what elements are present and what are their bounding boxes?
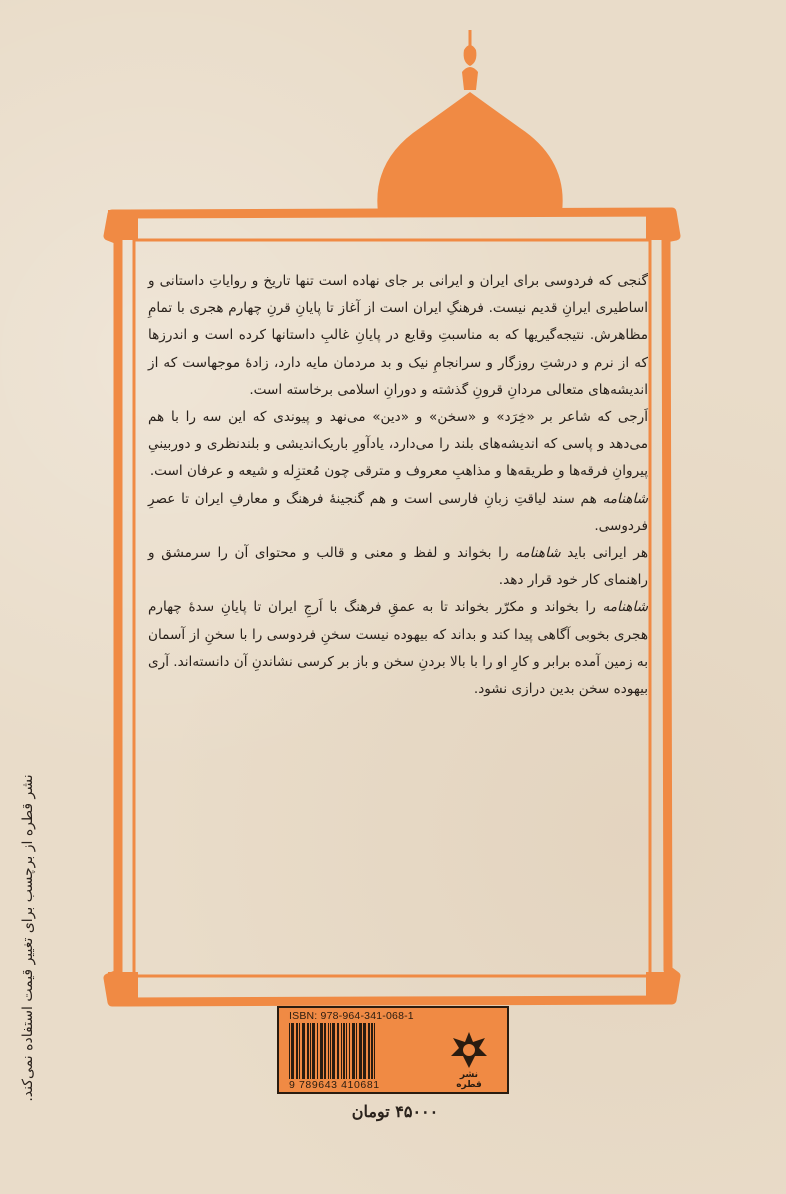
barcode-bar <box>320 1023 323 1079</box>
barcode-bar <box>343 1023 345 1079</box>
paragraph-3: شاهنامه هم سند لیاقتِ زبانِ فارسی است و هم گنجینهٔ فرهنگ و معارفِ ایران تا عصرِ فردوسی. <box>148 490 648 534</box>
barcode-bar <box>356 1023 357 1079</box>
barcode-bar <box>337 1023 339 1079</box>
barcode-bar <box>302 1023 305 1079</box>
barcode-bar <box>307 1023 309 1079</box>
barcode-bar <box>363 1023 366 1079</box>
barcode-bar <box>296 1023 298 1079</box>
barcode-bar <box>346 1023 347 1079</box>
dome-icon <box>377 92 562 212</box>
finial-base <box>462 67 478 90</box>
barcode-bar <box>289 1023 290 1079</box>
barcode-bar <box>317 1023 318 1079</box>
ean-number: 9 789643 410681 <box>289 1079 380 1091</box>
paragraph-4: هر ایرانی باید شاهنامه را بخواند و لفظ و معنی و قالب و محتوای آن را سرمشق و راهنمای کار خود قرار دهد. <box>148 545 648 589</box>
barcode-bar <box>359 1023 362 1079</box>
book-title: شاهنامه <box>602 490 648 507</box>
barcode-bar <box>330 1023 331 1079</box>
barcode-bar <box>349 1023 350 1079</box>
book-title: شاهنامه <box>515 545 561 562</box>
barcode-bar <box>332 1023 335 1079</box>
price-text: ۴۵۰۰۰ تومان <box>351 1102 439 1121</box>
paragraph-1: گنجی که فردوسی برای ایران و ایرانی بر جای نهاده است تنها تاریخ و روایاتِ داستانی و اساطیری ایرانِ قدیم نیست. فرهنگِ ایران است از آغاز تا پایانِ قرنِ چهارم هجری با تمامِ مظاهرش. نتیجه‌گیریها که به مناسبتِ وقایع در پایانِ غالبِ داستانها کرده است و اندرزها که از نرم و درشتِ روزگار و سرانجامِ نیک و بد مردمان مایه دارد، زادهٔ موجهاست که از اندیشه‌های متعالی مردانِ قرونِ گذشته و دورانِ اسلامی برخاسته است. <box>148 273 648 398</box>
barcode-bar <box>368 1023 370 1079</box>
barcode-bars <box>289 1023 439 1079</box>
paragraph-5: شاهنامه را بخواند و مکرّر بخواند تا به عمقِ فرهنگ با اَرجِ ایران تا پایانِ سدهٔ چهارم هجری بخوبی آگاهی پیدا کند و بداند که بیهوده نیست سخنِ فردوسی را با سخنِ از آسمان به زمین آمده برابر و کارِ او را با بالا بردنِ سخن و باز بر کرسی نشاندنِ آن دانسته‌اند. آری بیهوده سخن بدین درازی نشود. <box>148 599 648 698</box>
barcode-bar <box>291 1023 294 1079</box>
frame-corner-bottom-right <box>646 972 676 1002</box>
barcode-bar <box>299 1023 300 1079</box>
description-text <box>148 268 648 703</box>
frame-corner-top-right <box>646 210 676 240</box>
paragraph-2: اَرجی که شاعر بر «خِرَد» و «سخن» و «دین» می‌نهد و پیوندی که این سه را با هم می‌دهد و پاسی که اندیشه‌های بلند را می‌دارد، یادآورِ باریک‌اندیشی و بلندنظری و دوربینیِ پیروانِ فرقه‌ها و طریقه‌ها و مذاهبِ معروف و مترقی چون مُعتزِله و شیعه و عرفان است. <box>148 409 648 480</box>
barcode-bar <box>310 1023 311 1079</box>
barcode-bar <box>312 1023 315 1079</box>
frame-corner-top-left <box>108 210 138 240</box>
barcode-bar <box>352 1023 355 1079</box>
barcode-bar <box>371 1023 373 1079</box>
barcode-panel <box>277 1006 509 1094</box>
price-label-note: نشر قطره از برچسب برای تغییر قیمت استفاده نمی‌کند. <box>20 774 36 1102</box>
barcode-bar <box>324 1023 326 1079</box>
barcode-bar <box>328 1023 329 1079</box>
publisher-logo-icon <box>449 1030 489 1070</box>
publisher-name: نشر قطره <box>456 1070 482 1090</box>
book-title: شاهنامه <box>602 599 648 616</box>
barcode-bar <box>374 1023 375 1079</box>
finial-bulb <box>464 45 477 66</box>
barcode-bar <box>341 1023 342 1079</box>
frame-corner-bottom-left <box>108 972 138 1002</box>
isbn-text: ISBN: 978-964-341-068-1 <box>289 1010 414 1022</box>
